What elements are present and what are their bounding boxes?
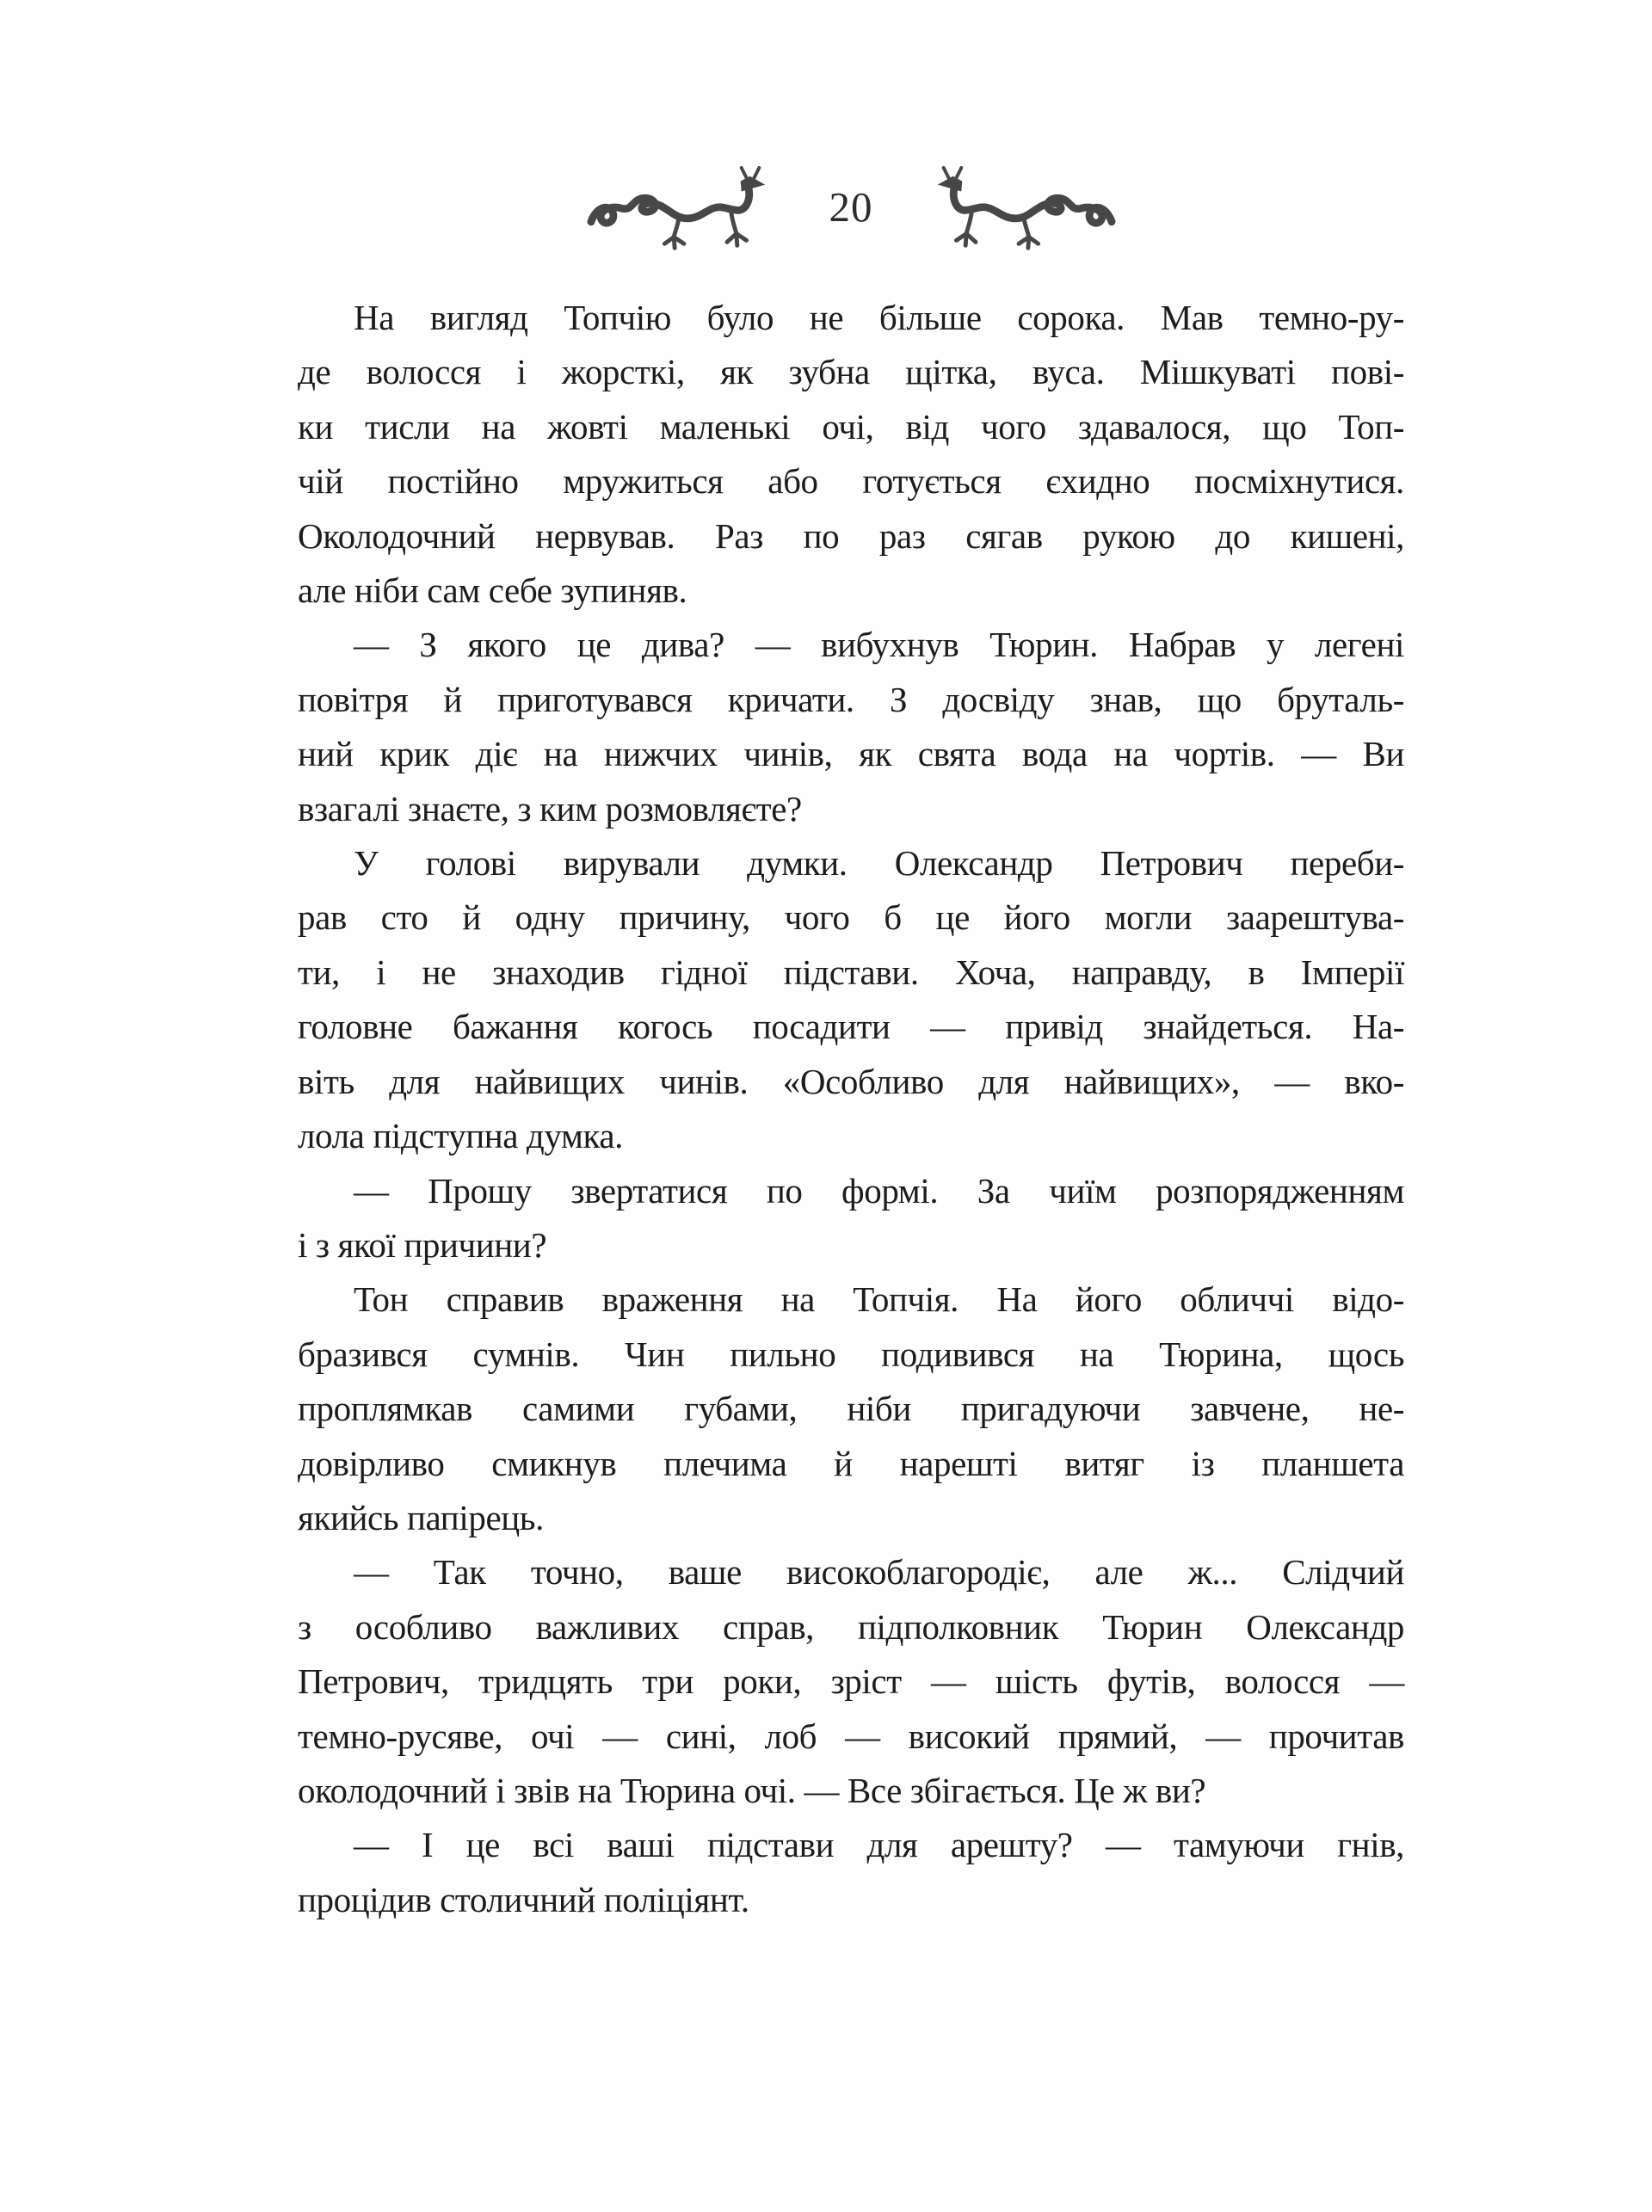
page-text-body bbox=[298, 291, 1404, 1927]
text-line: ний крик діє на нижчих чинів, як свята вода на чортів. — Ви bbox=[298, 734, 1404, 774]
text-line: бразився сумнів. Чин пильно подивився на Тюрина, щось bbox=[298, 1334, 1404, 1374]
paragraph bbox=[298, 1818, 1404, 1927]
text-line: У голові вирували думки. Олександр Петрович переби- bbox=[354, 843, 1404, 884]
text-line: повітря й приготувався кричати. З досвіду знав, що бруталь- bbox=[298, 679, 1404, 719]
text-line: з особливо важливих справ, підполковник Тюрин Олександр bbox=[298, 1606, 1404, 1647]
paragraph bbox=[298, 1545, 1404, 1818]
text-line: чій постійно мружиться або готується єхидно посміхнутися. bbox=[298, 461, 1404, 502]
text-line: темно-русяве, очі — сині, лоб — високий прямий, — прочитав bbox=[298, 1716, 1404, 1756]
paragraph bbox=[298, 1272, 1404, 1545]
text-line: На вигляд Топчію було не більше сорока. Мав темно-ру- bbox=[354, 298, 1404, 337]
text-line: головне бажання когось посадити — привід знайдеться. На- bbox=[298, 1007, 1404, 1047]
text-line: рав сто й одну причину, чого б це його могли заарештува- bbox=[298, 897, 1404, 938]
paragraph bbox=[298, 291, 1404, 618]
text-line: — З якого це дива? — вибухнув Тюрин. Набрав у легені bbox=[354, 625, 1404, 665]
text-line: ки тисли на жовті маленькі очі, від чого здавалося, що Топ- bbox=[298, 406, 1404, 447]
text-line: і з якої причини? bbox=[298, 1224, 547, 1265]
page-number: 20 bbox=[829, 182, 873, 231]
text-line: Тон справив враження на Топчія. На його обличчі відо- bbox=[354, 1279, 1404, 1320]
text-line: довірливо смикнув плечима й нарешті витяг із планшета bbox=[298, 1443, 1404, 1483]
text-line: Околодочний нервував. Раз по раз сягав рукою до кишені, bbox=[298, 515, 1404, 556]
text-line: Петрович, тридцять три роки, зріст — шість футів, волосся — bbox=[298, 1661, 1404, 1702]
paragraph bbox=[298, 1164, 1404, 1273]
text-line: взагалі знаєте, з ким розмовляєте? bbox=[298, 788, 802, 829]
text-line: лола підступна думка. bbox=[298, 1116, 624, 1156]
text-line: — Прошу звертатися по формі. За чиїм розпорядженням bbox=[354, 1170, 1404, 1211]
text-line: віть для найвищих чинів. «Особливо для найвищих», — вко- bbox=[298, 1061, 1404, 1101]
text-line: ти, і не знаходив гідної підстави. Хоча, направду, в Імперії bbox=[298, 952, 1404, 992]
text-line: околодочний і звів на Тюрина очі. — Все збігається. Це ж ви? bbox=[298, 1770, 1206, 1810]
text-line: проплямкав самими губами, ніби пригадуючи завчене, не- bbox=[298, 1389, 1404, 1429]
text-line: — І це всі ваші підстави для арешту? — тамуючи гнів, bbox=[354, 1825, 1404, 1865]
text-line: — Так точно, ваше високоблагородіє, але ж... Слідчий bbox=[354, 1552, 1404, 1593]
text-line: процідив столичний поліціянт. bbox=[298, 1879, 749, 1919]
paragraph bbox=[298, 618, 1404, 836]
page-header bbox=[298, 165, 1404, 260]
text-line: де волосся і жорсткі, як зубна щітка, вуса. Мішкуваті пові- bbox=[298, 352, 1404, 392]
dragon-ornament-right-icon bbox=[923, 166, 1119, 259]
text-line: але ніби сам себе зупиняв. bbox=[298, 570, 687, 611]
dragon-ornament-left-icon bbox=[583, 166, 780, 259]
text-line: якийсь папірець. bbox=[298, 1497, 544, 1537]
paragraph bbox=[298, 836, 1404, 1163]
